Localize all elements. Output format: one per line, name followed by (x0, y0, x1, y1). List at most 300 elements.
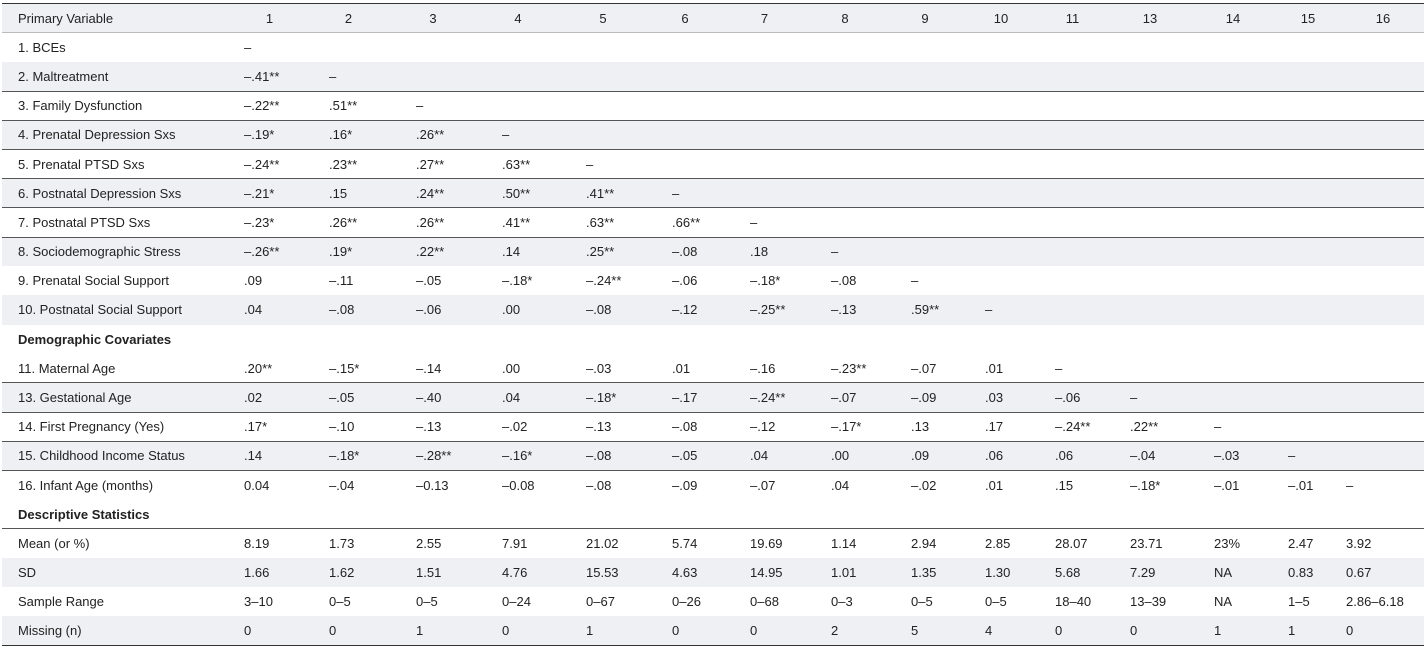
table-cell: –.07 (724, 471, 805, 500)
table-cell (805, 179, 885, 208)
table-cell (965, 33, 1037, 62)
table-cell (1192, 62, 1274, 91)
table-cell: 0–68 (750, 594, 779, 610)
table-cell: 23.71 (1108, 529, 1192, 558)
column-header-8: 8 (841, 10, 849, 26)
table-cell: –.06 (416, 302, 442, 318)
table-cell: .23** (307, 149, 390, 178)
table-cell: 3–10 (244, 594, 273, 610)
table-cell: –.08 (329, 302, 355, 318)
table-cell: –.24** (232, 149, 307, 178)
table-cell (1274, 208, 1342, 237)
table-cell: 0 (750, 623, 758, 639)
table-cell: – (329, 68, 337, 84)
table-cell: .26** (390, 208, 476, 237)
row-label: 16. Infant Age (months) (2, 471, 232, 500)
table-cell: .17* (232, 412, 307, 441)
table-cell: – (390, 91, 476, 120)
table-cell: –.26** (232, 237, 307, 266)
table-cell: –.18* (502, 273, 533, 289)
table-cell (1108, 266, 1192, 295)
table-cell: –.07 (911, 360, 937, 376)
table-cell (1037, 295, 1108, 324)
table-cell (1108, 33, 1192, 62)
column-header-7: 7 (760, 10, 769, 26)
table-row (2, 529, 1424, 558)
table-cell: 15.53 (586, 565, 619, 581)
table-row (2, 149, 1424, 178)
table-cell (1037, 33, 1108, 62)
table-cell (307, 33, 390, 62)
table-cell: –.08 (646, 412, 724, 441)
table-cell: –.10 (307, 412, 390, 441)
table-cell: –.04 (1108, 441, 1192, 470)
table-cell: 1–5 (1288, 594, 1310, 610)
table-cell (560, 120, 646, 149)
table-cell (1192, 33, 1274, 62)
table-cell: –.05 (416, 273, 442, 289)
table-cell: 2 (831, 623, 839, 639)
table-row (2, 616, 1424, 645)
column-header-16: 16 (1375, 10, 1391, 26)
table-cell (1274, 33, 1342, 62)
table-cell: .14 (476, 237, 560, 266)
table-cell: .00 (805, 441, 885, 470)
table-cell (885, 91, 965, 120)
table-cell: .15 (307, 179, 390, 208)
table-cell: –.23** (831, 360, 867, 376)
table-cell (885, 237, 965, 266)
table-cell: 0 (329, 623, 337, 639)
table-cell: 0–67 (586, 594, 615, 610)
table-cell: – (476, 120, 560, 149)
table-cell: 2.47 (1274, 529, 1342, 558)
table-cell (1274, 295, 1342, 324)
table-cell: – (1108, 383, 1192, 412)
table-cell: –.12 (672, 302, 698, 318)
row-label: Sample Range (18, 594, 104, 610)
table-cell (560, 33, 646, 62)
table-cell (1037, 120, 1108, 149)
table-cell (646, 62, 724, 91)
table-cell: – (244, 40, 252, 56)
table-cell: –.21* (232, 179, 307, 208)
column-header-6: 6 (681, 10, 689, 26)
table-row (2, 91, 1424, 120)
table-cell: –.40 (390, 383, 476, 412)
table-cell: 0.83 (1288, 565, 1314, 581)
table-row (2, 587, 1424, 616)
column-header-15: 15 (1300, 10, 1316, 26)
table-cell (805, 62, 885, 91)
table-cell (1037, 149, 1108, 178)
table-cell: – (911, 273, 919, 289)
table-cell: .26** (390, 120, 476, 149)
table-cell: –.23* (232, 208, 307, 237)
table-cell (1274, 149, 1342, 178)
table-cell: 23% (1192, 529, 1274, 558)
table-cell: .66** (646, 208, 724, 237)
table-cell (1108, 354, 1192, 383)
table-cell: –.02 (885, 471, 965, 500)
table-cell: .22** (1108, 412, 1192, 441)
table-cell: –.01 (1274, 471, 1342, 500)
table-cell: –.03 (586, 360, 612, 376)
table-cell: .06 (965, 441, 1037, 470)
table-cell: 5.74 (646, 529, 724, 558)
table-cell (390, 33, 476, 62)
table-cell: –.13 (831, 302, 857, 318)
table-cell: –.08 (831, 273, 857, 289)
table-cell (1192, 179, 1274, 208)
table-cell: 14.95 (750, 565, 783, 581)
table-cell: –.13 (390, 412, 476, 441)
table-cell (390, 62, 476, 91)
table-cell: 0–5 (416, 594, 438, 610)
column-header-13: 13 (1142, 10, 1158, 26)
table-cell: .04 (476, 383, 560, 412)
table-row (2, 558, 1424, 587)
table-cell: –.25** (750, 302, 786, 318)
table-cell: – (724, 208, 805, 237)
table-cell: –.06 (672, 273, 698, 289)
table-cell: .25** (560, 237, 646, 266)
table-cell: 8.19 (232, 529, 307, 558)
table-cell: 18–40 (1055, 594, 1092, 610)
table-cell (646, 91, 724, 120)
table-cell: –.09 (646, 471, 724, 500)
table-cell: 0.67 (1346, 565, 1372, 581)
table-cell (965, 91, 1037, 120)
table-row (2, 33, 1424, 62)
column-header-11: 11 (1065, 10, 1080, 26)
table-cell: .03 (965, 383, 1037, 412)
table-row (2, 383, 1424, 412)
table-cell: –.05 (646, 441, 724, 470)
table-cell: .17 (965, 412, 1037, 441)
table-cell (1274, 237, 1342, 266)
table-cell: .04 (244, 302, 263, 318)
table-cell: –.09 (885, 383, 965, 412)
table-cell: 4.76 (502, 565, 528, 581)
table-cell (805, 120, 885, 149)
table-cell: 5.68 (1055, 565, 1081, 581)
table-cell (965, 149, 1037, 178)
table-cell (1342, 295, 1424, 324)
table-cell (1192, 266, 1274, 295)
table-cell (1274, 91, 1342, 120)
table-cell: 0–5 (911, 594, 933, 610)
row-label: 1. BCEs (18, 40, 66, 56)
table-cell (1342, 62, 1424, 91)
table-cell: .16* (307, 120, 390, 149)
table-cell (1108, 179, 1192, 208)
table-cell: –.41** (244, 68, 280, 84)
table-cell: 2.86–6.18 (1346, 594, 1404, 610)
table-cell (1342, 237, 1424, 266)
table-cell: .41** (476, 208, 560, 237)
table-cell: 0 (1130, 623, 1138, 639)
table-cell: .00 (502, 302, 521, 318)
table-cell: .19* (307, 237, 390, 266)
table-cell: –.18* (560, 383, 646, 412)
table-cell (1342, 120, 1424, 149)
table-cell: –0.08 (476, 471, 560, 500)
row-label: 5. Prenatal PTSD Sxs (2, 149, 232, 178)
table-cell (1342, 149, 1424, 178)
table-cell: 1 (1214, 623, 1222, 639)
table-cell (1342, 266, 1424, 295)
table-cell: 4.63 (672, 565, 698, 581)
table-row (2, 120, 1424, 149)
table-cell (724, 179, 805, 208)
table-cell (965, 208, 1037, 237)
table-cell (885, 208, 965, 237)
table-cell: 1.62 (329, 565, 355, 581)
column-header-3: 3 (429, 10, 437, 26)
table-cell: .04 (724, 441, 805, 470)
row-label: 13. Gestational Age (2, 383, 232, 412)
table-cell: – (560, 149, 646, 178)
table-cell: –.17 (646, 383, 724, 412)
table-cell: .09 (885, 441, 965, 470)
table-cell: .51** (307, 91, 390, 120)
section-header-row (2, 500, 1424, 529)
table-cell (1274, 354, 1342, 383)
row-label: 11. Maternal Age (18, 360, 116, 376)
table-body (2, 33, 1424, 646)
table-cell: 0 (244, 623, 252, 639)
table-cell: .06 (1037, 441, 1108, 470)
table-cell: .01 (965, 471, 1037, 500)
table-cell: .63** (476, 149, 560, 178)
row-label: Missing (n) (18, 623, 82, 639)
table-cell (885, 120, 965, 149)
table-cell: 19.69 (724, 529, 805, 558)
table-cell (1037, 62, 1108, 91)
table-cell: 5 (911, 623, 919, 639)
column-header-5: 5 (599, 10, 607, 26)
table-cell: – (1342, 471, 1424, 500)
row-label: Mean (or %) (2, 529, 232, 558)
row-label: 7. Postnatal PTSD Sxs (2, 208, 232, 237)
table-cell: –0.13 (390, 471, 476, 500)
table-cell: NA (1214, 594, 1233, 610)
row-label: 6. Postnatal Depression Sxs (2, 179, 232, 208)
table-cell (560, 91, 646, 120)
table-cell: – (1192, 412, 1274, 441)
table-cell: 1.30 (985, 565, 1011, 581)
table-cell: 0–26 (672, 594, 701, 610)
table-cell (1192, 120, 1274, 149)
table-cell (1192, 91, 1274, 120)
table-cell: 3.92 (1342, 529, 1424, 558)
table-cell: 0 (1055, 623, 1063, 639)
table-cell (1274, 266, 1342, 295)
section-header-row (2, 325, 1424, 354)
column-header-1: 1 (265, 10, 274, 26)
table-row (2, 179, 1424, 208)
table-cell: 1.51 (416, 565, 442, 581)
table-cell: –.24** (724, 383, 805, 412)
table-cell (1037, 91, 1108, 120)
table-cell: .18 (724, 237, 805, 266)
table-cell: –.04 (307, 471, 390, 500)
table-cell (965, 120, 1037, 149)
table-cell (1037, 179, 1108, 208)
table-cell (1037, 208, 1108, 237)
table-cell: .01 (985, 360, 1004, 376)
table-cell (1274, 412, 1342, 441)
table-cell: – (805, 237, 885, 266)
table-cell (1108, 208, 1192, 237)
table-row (2, 412, 1424, 441)
table-cell: 2.55 (390, 529, 476, 558)
table-cell: 1 (586, 623, 594, 639)
table-cell: –.12 (724, 412, 805, 441)
table-cell (1108, 237, 1192, 266)
table-cell: – (1274, 441, 1342, 470)
table-cell (885, 149, 965, 178)
table-cell: 0–3 (831, 594, 853, 610)
table-cell: .50** (476, 179, 560, 208)
table-cell: –.14 (416, 360, 442, 376)
table-cell (1108, 91, 1192, 120)
column-header-10: 10 (993, 10, 1009, 26)
column-header-14: 14 (1225, 10, 1241, 26)
table-cell (1192, 354, 1274, 383)
table-cell: –.24** (1037, 412, 1108, 441)
table-cell: 0 (502, 623, 510, 639)
table-cell: –.08 (560, 441, 646, 470)
table-cell (965, 266, 1037, 295)
table-cell (885, 33, 965, 62)
table-cell: – (985, 302, 993, 318)
table-cell: –.07 (805, 383, 885, 412)
table-cell: –.13 (560, 412, 646, 441)
table-cell: –.17* (805, 412, 885, 441)
table-cell: – (1055, 360, 1063, 376)
table-cell (1274, 120, 1342, 149)
table-cell (1037, 237, 1108, 266)
table-cell (560, 62, 646, 91)
table-cell: –.15* (329, 360, 360, 376)
table-cell (1192, 149, 1274, 178)
table-cell: .14 (232, 441, 307, 470)
table-cell: .15 (1037, 471, 1108, 500)
table-cell (1274, 179, 1342, 208)
table-cell: –.18* (1108, 471, 1192, 500)
table-cell: 1.35 (911, 565, 937, 581)
table-cell: 0–5 (329, 594, 351, 610)
table-cell: .01 (672, 360, 691, 376)
table-cell: 13–39 (1130, 594, 1167, 610)
table-cell: 0–24 (502, 594, 531, 610)
section-label: Demographic Covariates (18, 331, 172, 347)
table-cell (965, 237, 1037, 266)
table-cell: 0–5 (985, 594, 1007, 610)
table-cell: –.08 (646, 237, 724, 266)
correlation-table (2, 3, 1424, 646)
table-cell (476, 33, 560, 62)
table-cell: .09 (244, 273, 263, 289)
table-cell: NA (1214, 565, 1233, 581)
table-cell: .13 (885, 412, 965, 441)
table-cell: .63** (560, 208, 646, 237)
table-row (2, 266, 1424, 295)
table-cell (646, 33, 724, 62)
table-cell: –.18* (750, 273, 781, 289)
table-row (2, 208, 1424, 237)
table-cell (1192, 295, 1274, 324)
table-cell: –.06 (1037, 383, 1108, 412)
table-cell: 1 (416, 623, 424, 639)
row-label: 10. Postnatal Social Support (18, 302, 183, 318)
table-cell (1192, 383, 1274, 412)
table-cell (1108, 295, 1192, 324)
table-cell: 0.04 (232, 471, 307, 500)
table-cell: 1.14 (805, 529, 885, 558)
section-label: Descriptive Statistics (18, 506, 150, 522)
table-cell (1342, 179, 1424, 208)
row-label: 14. First Pregnancy (Yes) (2, 412, 232, 441)
table-cell: –.11 (329, 273, 354, 289)
table-cell (965, 179, 1037, 208)
table-cell: – (646, 179, 724, 208)
row-label: 9. Prenatal Social Support (18, 273, 170, 289)
table-cell: 7.91 (476, 529, 560, 558)
table-cell (1342, 354, 1424, 383)
table-cell (965, 62, 1037, 91)
table-cell: .26** (307, 208, 390, 237)
table-cell: .41** (560, 179, 646, 208)
table-cell: –.02 (476, 412, 560, 441)
table-cell: –.08 (560, 471, 646, 500)
table-cell (1342, 208, 1424, 237)
table-cell (476, 62, 560, 91)
table-cell (1108, 120, 1192, 149)
column-header-4: 4 (514, 10, 522, 26)
table-row (2, 354, 1424, 383)
table-cell (885, 62, 965, 91)
table-cell: –.05 (307, 383, 390, 412)
table-cell: 1 (1288, 623, 1296, 639)
table-row (2, 295, 1424, 324)
table-cell (1037, 266, 1108, 295)
row-label: 4. Prenatal Depression Sxs (2, 120, 232, 149)
table-cell (1192, 208, 1274, 237)
table-cell: 0 (672, 623, 680, 639)
column-header-primary-variable: Primary Variable (18, 10, 114, 26)
table-cell (1108, 62, 1192, 91)
table-cell: –.03 (1192, 441, 1274, 470)
table-cell (1274, 383, 1342, 412)
column-header-2: 2 (344, 10, 353, 26)
table-cell: –.28** (390, 441, 476, 470)
table-cell (724, 33, 805, 62)
table-cell: –.19* (232, 120, 307, 149)
table-header-row (2, 4, 1424, 33)
table-cell: –.08 (586, 302, 612, 318)
table-cell (805, 91, 885, 120)
table-cell (646, 120, 724, 149)
table-cell: .20** (244, 360, 273, 376)
table-cell: –.18* (307, 441, 390, 470)
table-cell: .59** (911, 302, 940, 318)
table-cell (1342, 383, 1424, 412)
table-cell: –.16* (476, 441, 560, 470)
table-cell: –.16 (750, 360, 776, 376)
